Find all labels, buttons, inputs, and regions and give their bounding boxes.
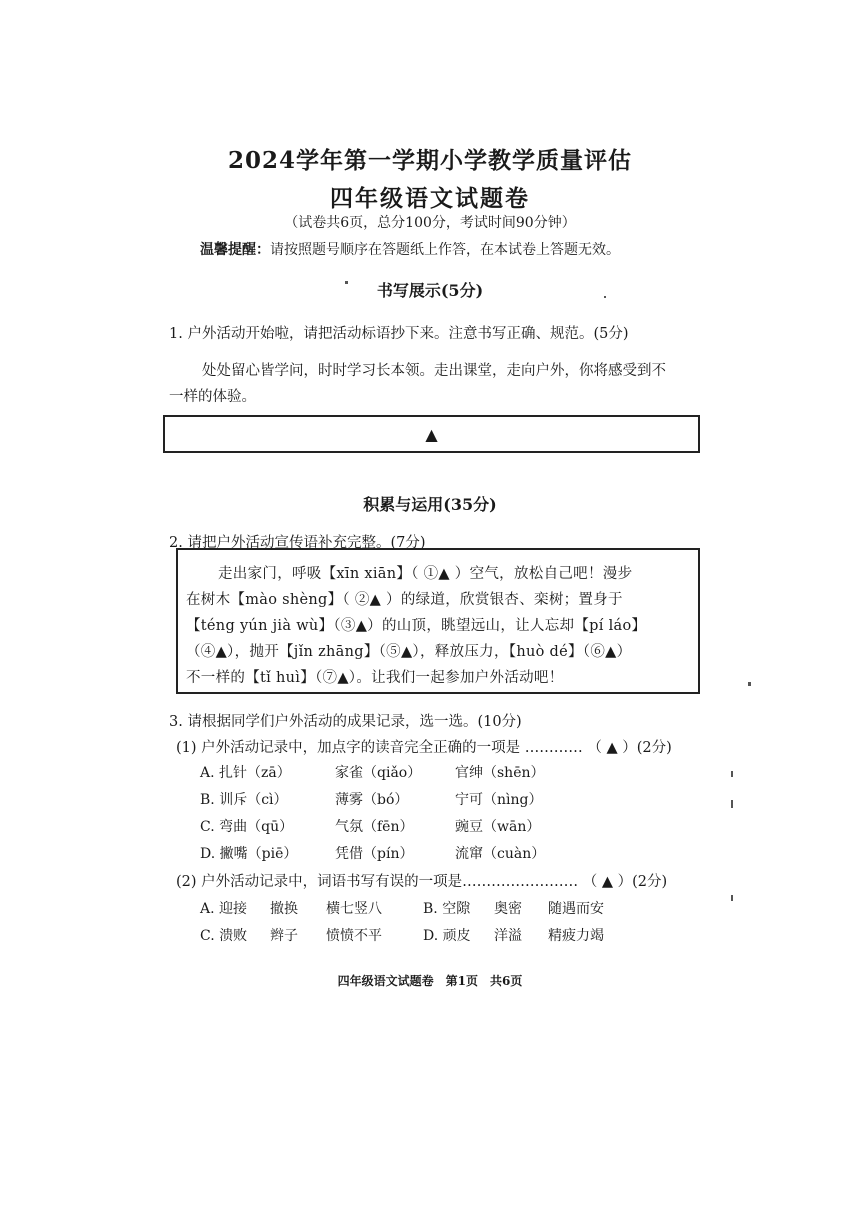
option2-b-2: 奥密 bbox=[494, 901, 522, 917]
option-b-3: 宁可（nìng） bbox=[455, 792, 543, 808]
option-c-1: C. 弯曲（qū） bbox=[200, 819, 294, 835]
box-line-2: 在树木【mào shèng】（ ②▲ ）的绿道，欣赏银杏、栾树；置身于 bbox=[186, 592, 623, 608]
scan-speck bbox=[604, 296, 606, 298]
option2-c-2: 辫子 bbox=[270, 928, 298, 944]
option2-d-2: 洋溢 bbox=[494, 928, 522, 944]
scan-speck bbox=[731, 800, 733, 808]
option-b-1: B. 训斥（cì） bbox=[200, 792, 288, 808]
passage-line-1: 处处留心皆学问，时时学习长本领。走出课堂，走向户外，你将感受到不 bbox=[202, 363, 666, 379]
answer-mark-icon: ▲ bbox=[425, 424, 438, 444]
section-title-accumulation: 积累与运用(35分) bbox=[363, 495, 497, 514]
scan-speck bbox=[748, 682, 751, 686]
option2-a-2: 撤换 bbox=[270, 901, 298, 917]
box-line-4: （④▲），抛开【jǐn zhāng】（⑤▲），释放压力，【huò dé】（⑥▲） bbox=[186, 644, 632, 660]
reminder-label: 温馨提醒： bbox=[200, 242, 270, 258]
question-1: 1. 户外活动开始啦，请把活动标语抄下来。注意书写正确、规范。(5分) bbox=[169, 326, 629, 342]
option2-b-3: 随遇而安 bbox=[548, 901, 604, 917]
fill-in-box bbox=[176, 548, 700, 694]
exam-title: 2024学年第一学期小学教学质量评估 bbox=[227, 147, 632, 174]
question-3: 3. 请根据同学们户外活动的成果记录，选一选。(10分) bbox=[169, 714, 522, 730]
question-2: 2. 请把户外活动宣传语补充完整。(7分) bbox=[169, 535, 426, 551]
exam-subtitle: 四年级语文试题卷 bbox=[330, 185, 530, 212]
exam-info: （试卷共6页，总分100分，考试时间90分钟） bbox=[284, 215, 576, 231]
option-d-2: 凭借（pín） bbox=[335, 846, 414, 862]
box-line-3: 【téng yún jià wù】（③▲）的山顶，眺望远山，让人忘却【pí láo】 bbox=[186, 618, 647, 634]
option-c-2: 气氛（fēn） bbox=[335, 819, 414, 835]
option2-d-1: D. 顽皮 bbox=[423, 928, 471, 944]
option-c-3: 豌豆（wān） bbox=[455, 819, 541, 835]
page-footer: 四年级语文试题卷 第1页 共6页 bbox=[337, 974, 523, 988]
reminder-text: 请按照题号顺序在答题纸上作答，在本试卷上答题无效。 bbox=[270, 242, 620, 258]
section-title-writing: 书写展示(5分) bbox=[376, 281, 484, 300]
passage-line-2: 一样的体验。 bbox=[169, 389, 256, 405]
box-line-5: 不一样的【tǐ huì】（⑦▲）。让我们一起参加户外活动吧！ bbox=[186, 670, 564, 686]
option-a-2: 家雀（qiǎo） bbox=[335, 765, 422, 781]
option2-b-1: B. 空隙 bbox=[423, 901, 471, 917]
question-3-1: (1) 户外活动记录中，加点字的读音完全正确的一项是 ………… （ ▲ ）(2分) bbox=[176, 740, 672, 756]
scan-speck bbox=[345, 281, 348, 284]
scan-speck bbox=[731, 771, 733, 777]
box-line-1: 走出家门，呼吸【xīn xiān】（ ①▲ ）空气，放松自己吧！漫步 bbox=[218, 566, 633, 582]
option-a-1: A. 扎针（zā） bbox=[200, 765, 291, 781]
option2-a-1: A. 迎接 bbox=[200, 901, 248, 917]
option-b-2: 薄雾（bó） bbox=[335, 792, 409, 808]
option2-c-1: C. 溃败 bbox=[200, 928, 248, 944]
reminder bbox=[200, 239, 620, 259]
option2-c-3: 愤愤不平 bbox=[326, 928, 382, 944]
option2-a-3: 横七竖八 bbox=[326, 901, 382, 917]
option-d-1: D. 撇嘴（piē） bbox=[200, 846, 298, 862]
scan-speck bbox=[731, 895, 733, 901]
option2-d-3: 精疲力竭 bbox=[548, 928, 604, 944]
option-a-3: 官绅（shēn） bbox=[455, 765, 545, 781]
question-3-2: (2) 户外活动记录中，词语书写有误的一项是…………………… （ ▲ ）(2分) bbox=[176, 874, 668, 890]
option-d-3: 流窜（cuàn） bbox=[455, 846, 546, 862]
answer-box bbox=[163, 415, 700, 453]
